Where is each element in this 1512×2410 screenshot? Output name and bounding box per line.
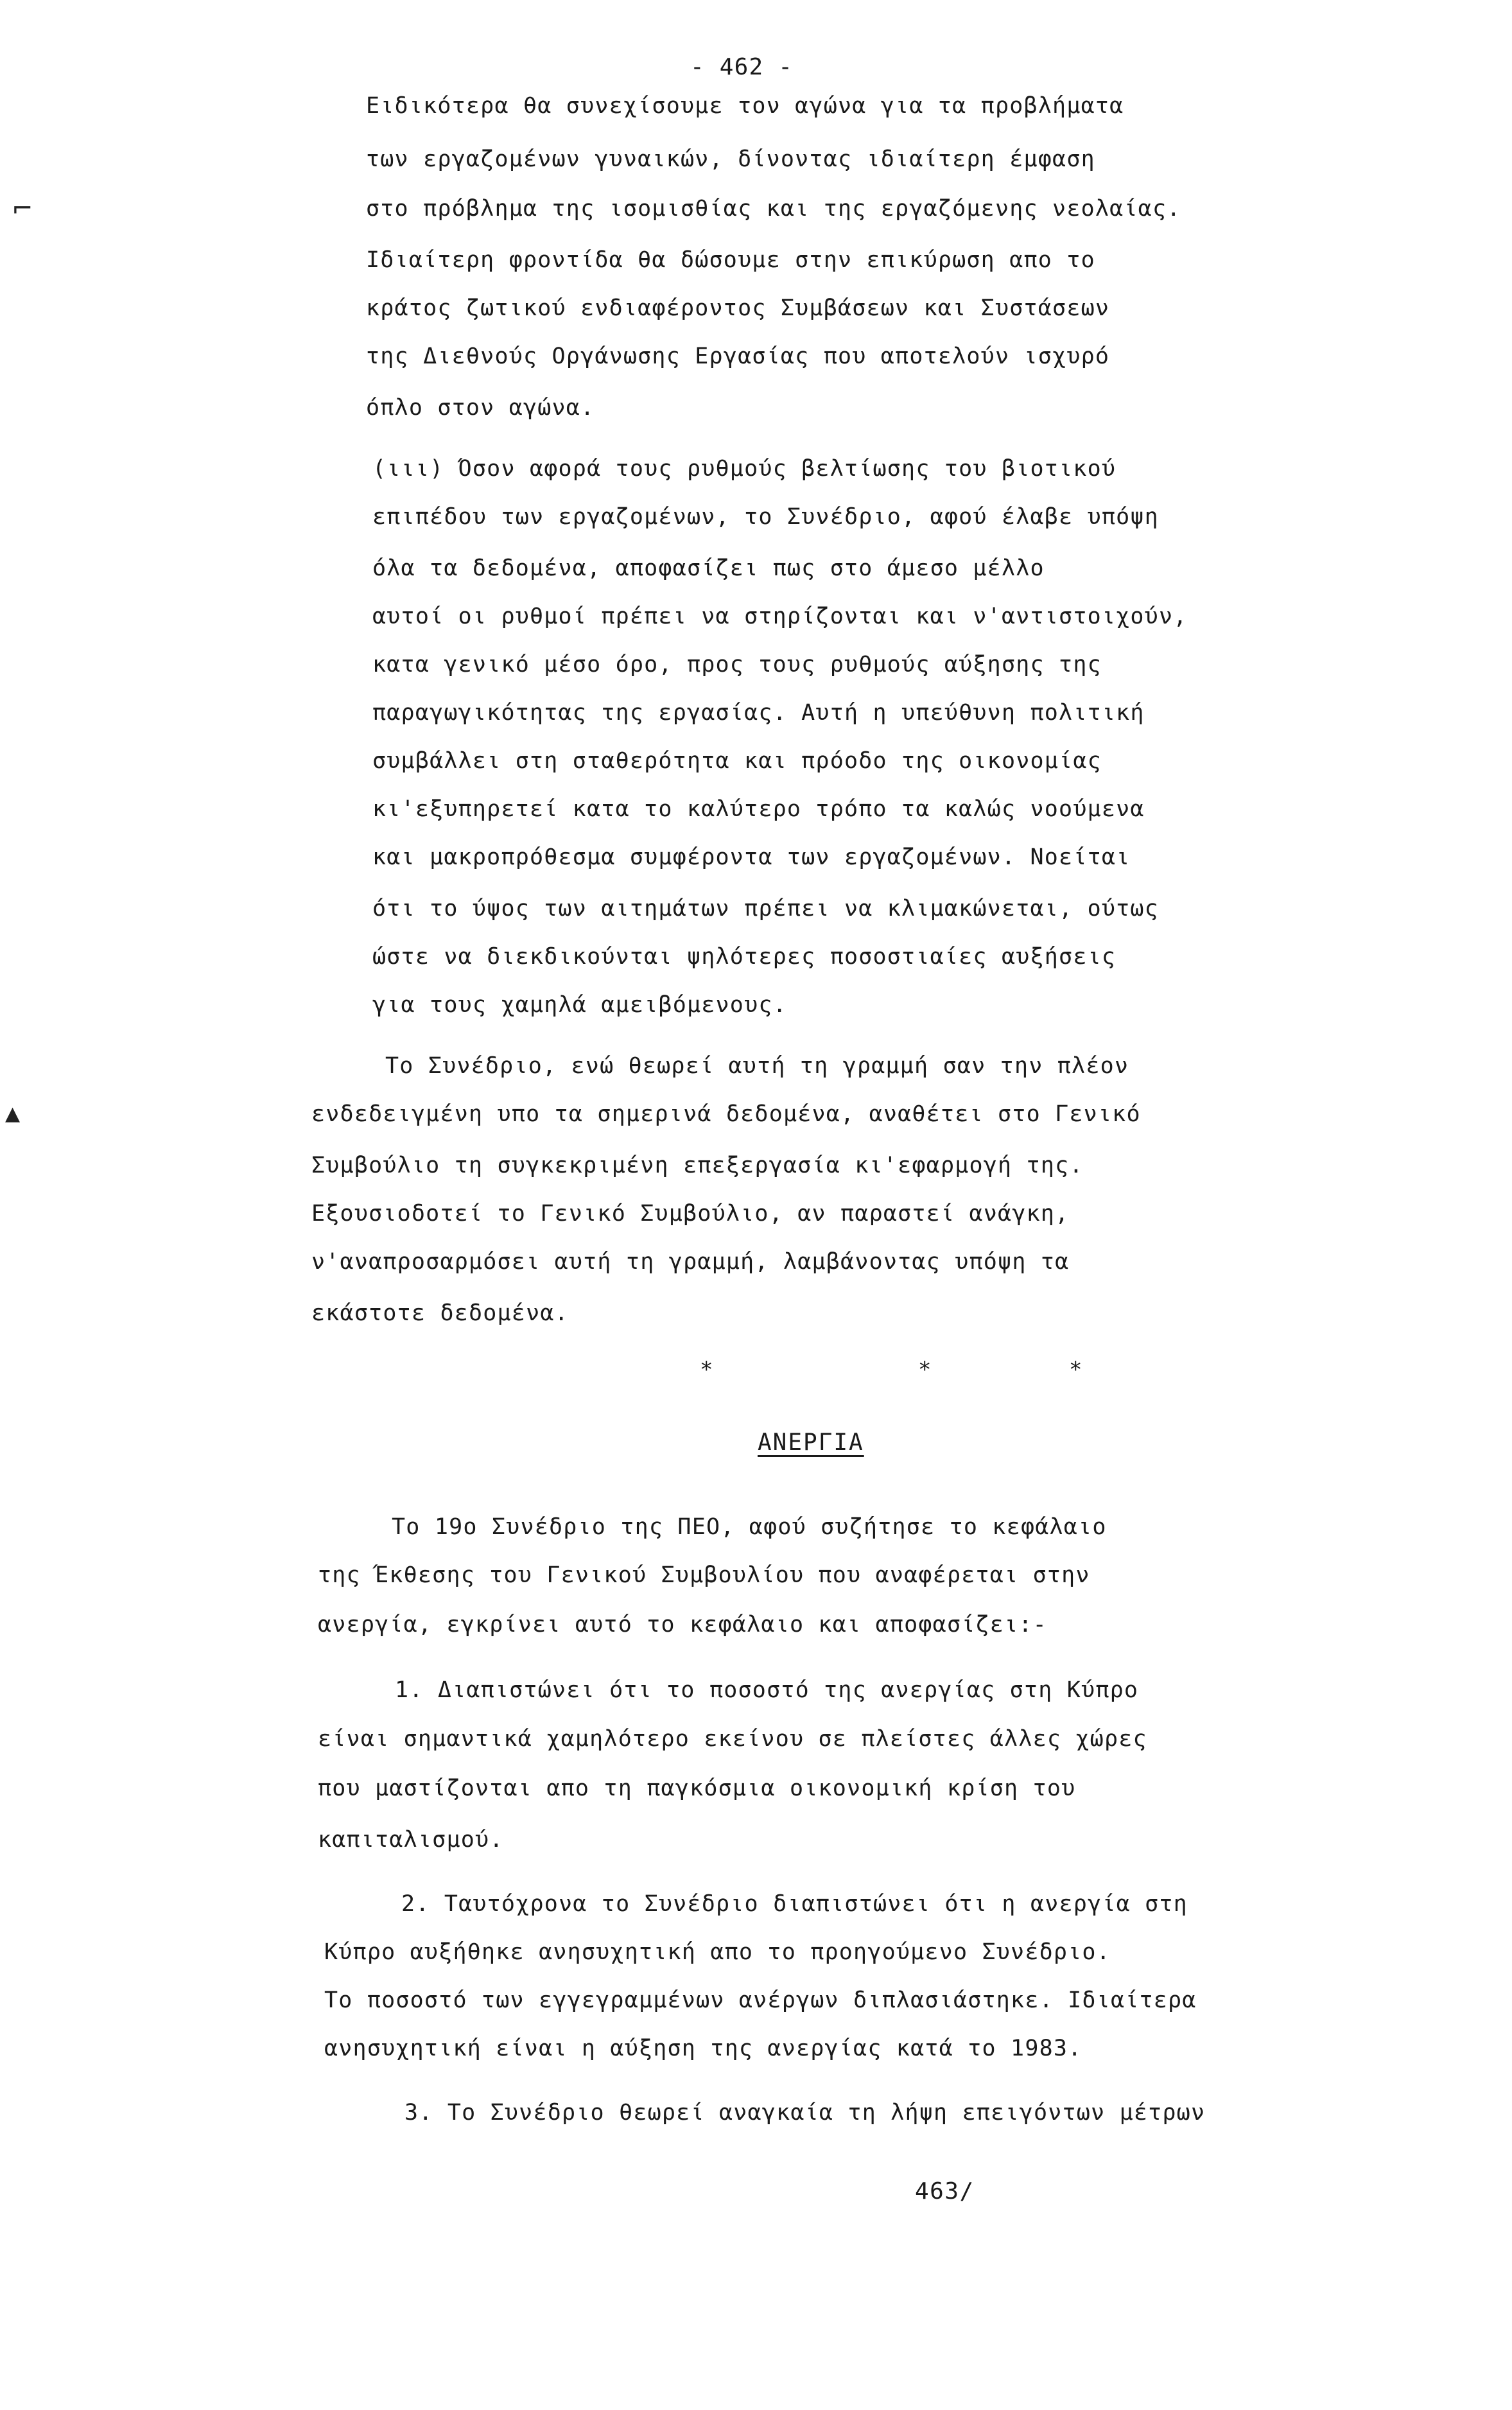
text-line: ώστε να διεκδικούνται ψηλότερες ποσοστιαίες αυξήσεις bbox=[372, 944, 1117, 970]
text-line: Συμβούλιο τη συγκεκριμένη επεξεργασία κι'εφαρμογή της. bbox=[311, 1153, 1084, 1178]
page-number: - 462 - bbox=[690, 54, 794, 80]
text-line: στο πρόβλημα της ισομισθίας και της εργαζόμενης νεολαίας. bbox=[366, 196, 1181, 222]
text-line: παραγωγικότητας της εργασίας. Αυτή η υπεύθυνη πολιτική bbox=[372, 700, 1145, 726]
text-line: 2. Ταυτόχρονα το Συνέδριο διαπιστώνει ότι η ανεργία στη bbox=[401, 1891, 1188, 1917]
text-line: ότι το ύψος των αιτημάτων πρέπει να κλιμακώνεται, ούτως bbox=[372, 896, 1159, 921]
text-line: Κύπρο αυξήθηκε ανησυχητική απο το προηγούμενο Συνέδριο. bbox=[324, 1939, 1111, 1965]
text-line: 1. Διαπιστώνει ότι το ποσοστό της ανεργίας στη Κύπρο bbox=[395, 1677, 1139, 1703]
text-line: των εργαζομένων γυναικών, δίνοντας ιδιαίτερη έμφαση bbox=[366, 146, 1095, 172]
margin-mark: ⌐ bbox=[12, 194, 33, 223]
text-line: Το Συνέδριο, ενώ θεωρεί αυτή τη γραμμή σαν την πλέον bbox=[385, 1053, 1129, 1079]
text-line: Εξουσιοδοτεί το Γενικό Συμβούλιο, αν παραστεί ανάγκη, bbox=[311, 1201, 1070, 1227]
text-line: καπιταλισμού. bbox=[318, 1827, 504, 1853]
text-line: συμβάλλει στη σταθερότητα και πρόοδο της οικονομίας bbox=[372, 748, 1102, 774]
text-line: ανεργία, εγκρίνει αυτό το κεφάλαιο και αποφασίζει:- bbox=[318, 1612, 1047, 1637]
text-line: της Έκθεσης του Γενικού Συμβουλίου που αναφέρεται στην bbox=[318, 1562, 1090, 1588]
text-line: εκάστοτε δεδομένα. bbox=[311, 1300, 569, 1326]
separator-star: * bbox=[700, 1357, 713, 1383]
margin-arrow: ▲ bbox=[5, 1103, 21, 1125]
text-line: Το ποσοστό των εγγεγραμμένων ανέργων διπλασιάστηκε. Ιδιαίτερα bbox=[324, 1987, 1197, 2013]
text-line: είναι σημαντικά χαμηλότερο εκείνου σε πλείστες άλλες χώρες bbox=[318, 1726, 1147, 1752]
text-line: ενδεδειγμένη υπο τα σημερινά δεδομένα, αναθέτει στο Γενικό bbox=[311, 1101, 1141, 1127]
text-line: όλα τα δεδομένα, αποφασίζει πως στο άμεσο μέλλο bbox=[372, 555, 1045, 581]
text-line: Ιδιαίτερη φροντίδα θα δώσουμε στην επικύρωση απο το bbox=[366, 247, 1095, 273]
text-line: για τους χαμηλά αμειβόμενους. bbox=[372, 992, 787, 1018]
text-line: ν'αναπροσαρμόσει αυτή τη γραμμή, λαμβάνοντας υπόψη τα bbox=[311, 1249, 1070, 1275]
text-line: αυτοί οι ρυθμοί πρέπει να στηρίζονται και ν'αντιστοιχούν, bbox=[372, 604, 1188, 629]
text-line: κράτος ζωτικού ενδιαφέροντος Συμβάσεων και Συστάσεων bbox=[366, 295, 1110, 321]
separator-star: * bbox=[1069, 1357, 1082, 1383]
text-line: Ειδικότερα θα συνεχίσουμε τον αγώνα για τα προβλήματα bbox=[366, 93, 1124, 119]
text-line: (ιιι) Όσον αφορά τους ρυθμούς βελτίωσης του βιοτικού bbox=[372, 456, 1117, 482]
text-line: επιπέδου των εργαζομένων, το Συνέδριο, αφού έλαβε υπόψη bbox=[372, 504, 1159, 530]
text-line: και μακροπρόθεσμα συμφέροντα των εργαζομένων. Νοείται bbox=[372, 844, 1131, 870]
text-line: Το 19ο Συνέδριο της ΠΕΟ, αφού συζήτησε το κεφάλαιο bbox=[392, 1514, 1107, 1540]
text-line: που μαστίζονται απο τη παγκόσμια οικονομική κρίση του bbox=[318, 1776, 1076, 1801]
separator-star: * bbox=[918, 1357, 932, 1383]
text-line: κατα γενικό μέσο όρο, προς τους ρυθμούς αύξησης της bbox=[372, 652, 1102, 677]
text-line: 3. Το Συνέδριο θεωρεί αναγκαία τη λήψη επειγόντων μέτρων bbox=[404, 2100, 1206, 2126]
page-continuation: 463/ bbox=[915, 2178, 975, 2205]
section-heading: ΑΝΕΡΓΙΑ bbox=[758, 1429, 864, 1456]
text-line: όπλο στον αγώνα. bbox=[366, 395, 595, 421]
text-line: της Διεθνούς Οργάνωσης Εργασίας που αποτελούν ισχυρό bbox=[366, 344, 1110, 369]
text-line: ανησυχητική είναι η αύξηση της ανεργίας κατά το 1983. bbox=[324, 2036, 1082, 2061]
text-line: κι'εξυπηρετεί κατα το καλύτερο τρόπο τα καλώς νοούμενα bbox=[372, 796, 1145, 822]
section-separator bbox=[700, 1357, 1098, 1383]
